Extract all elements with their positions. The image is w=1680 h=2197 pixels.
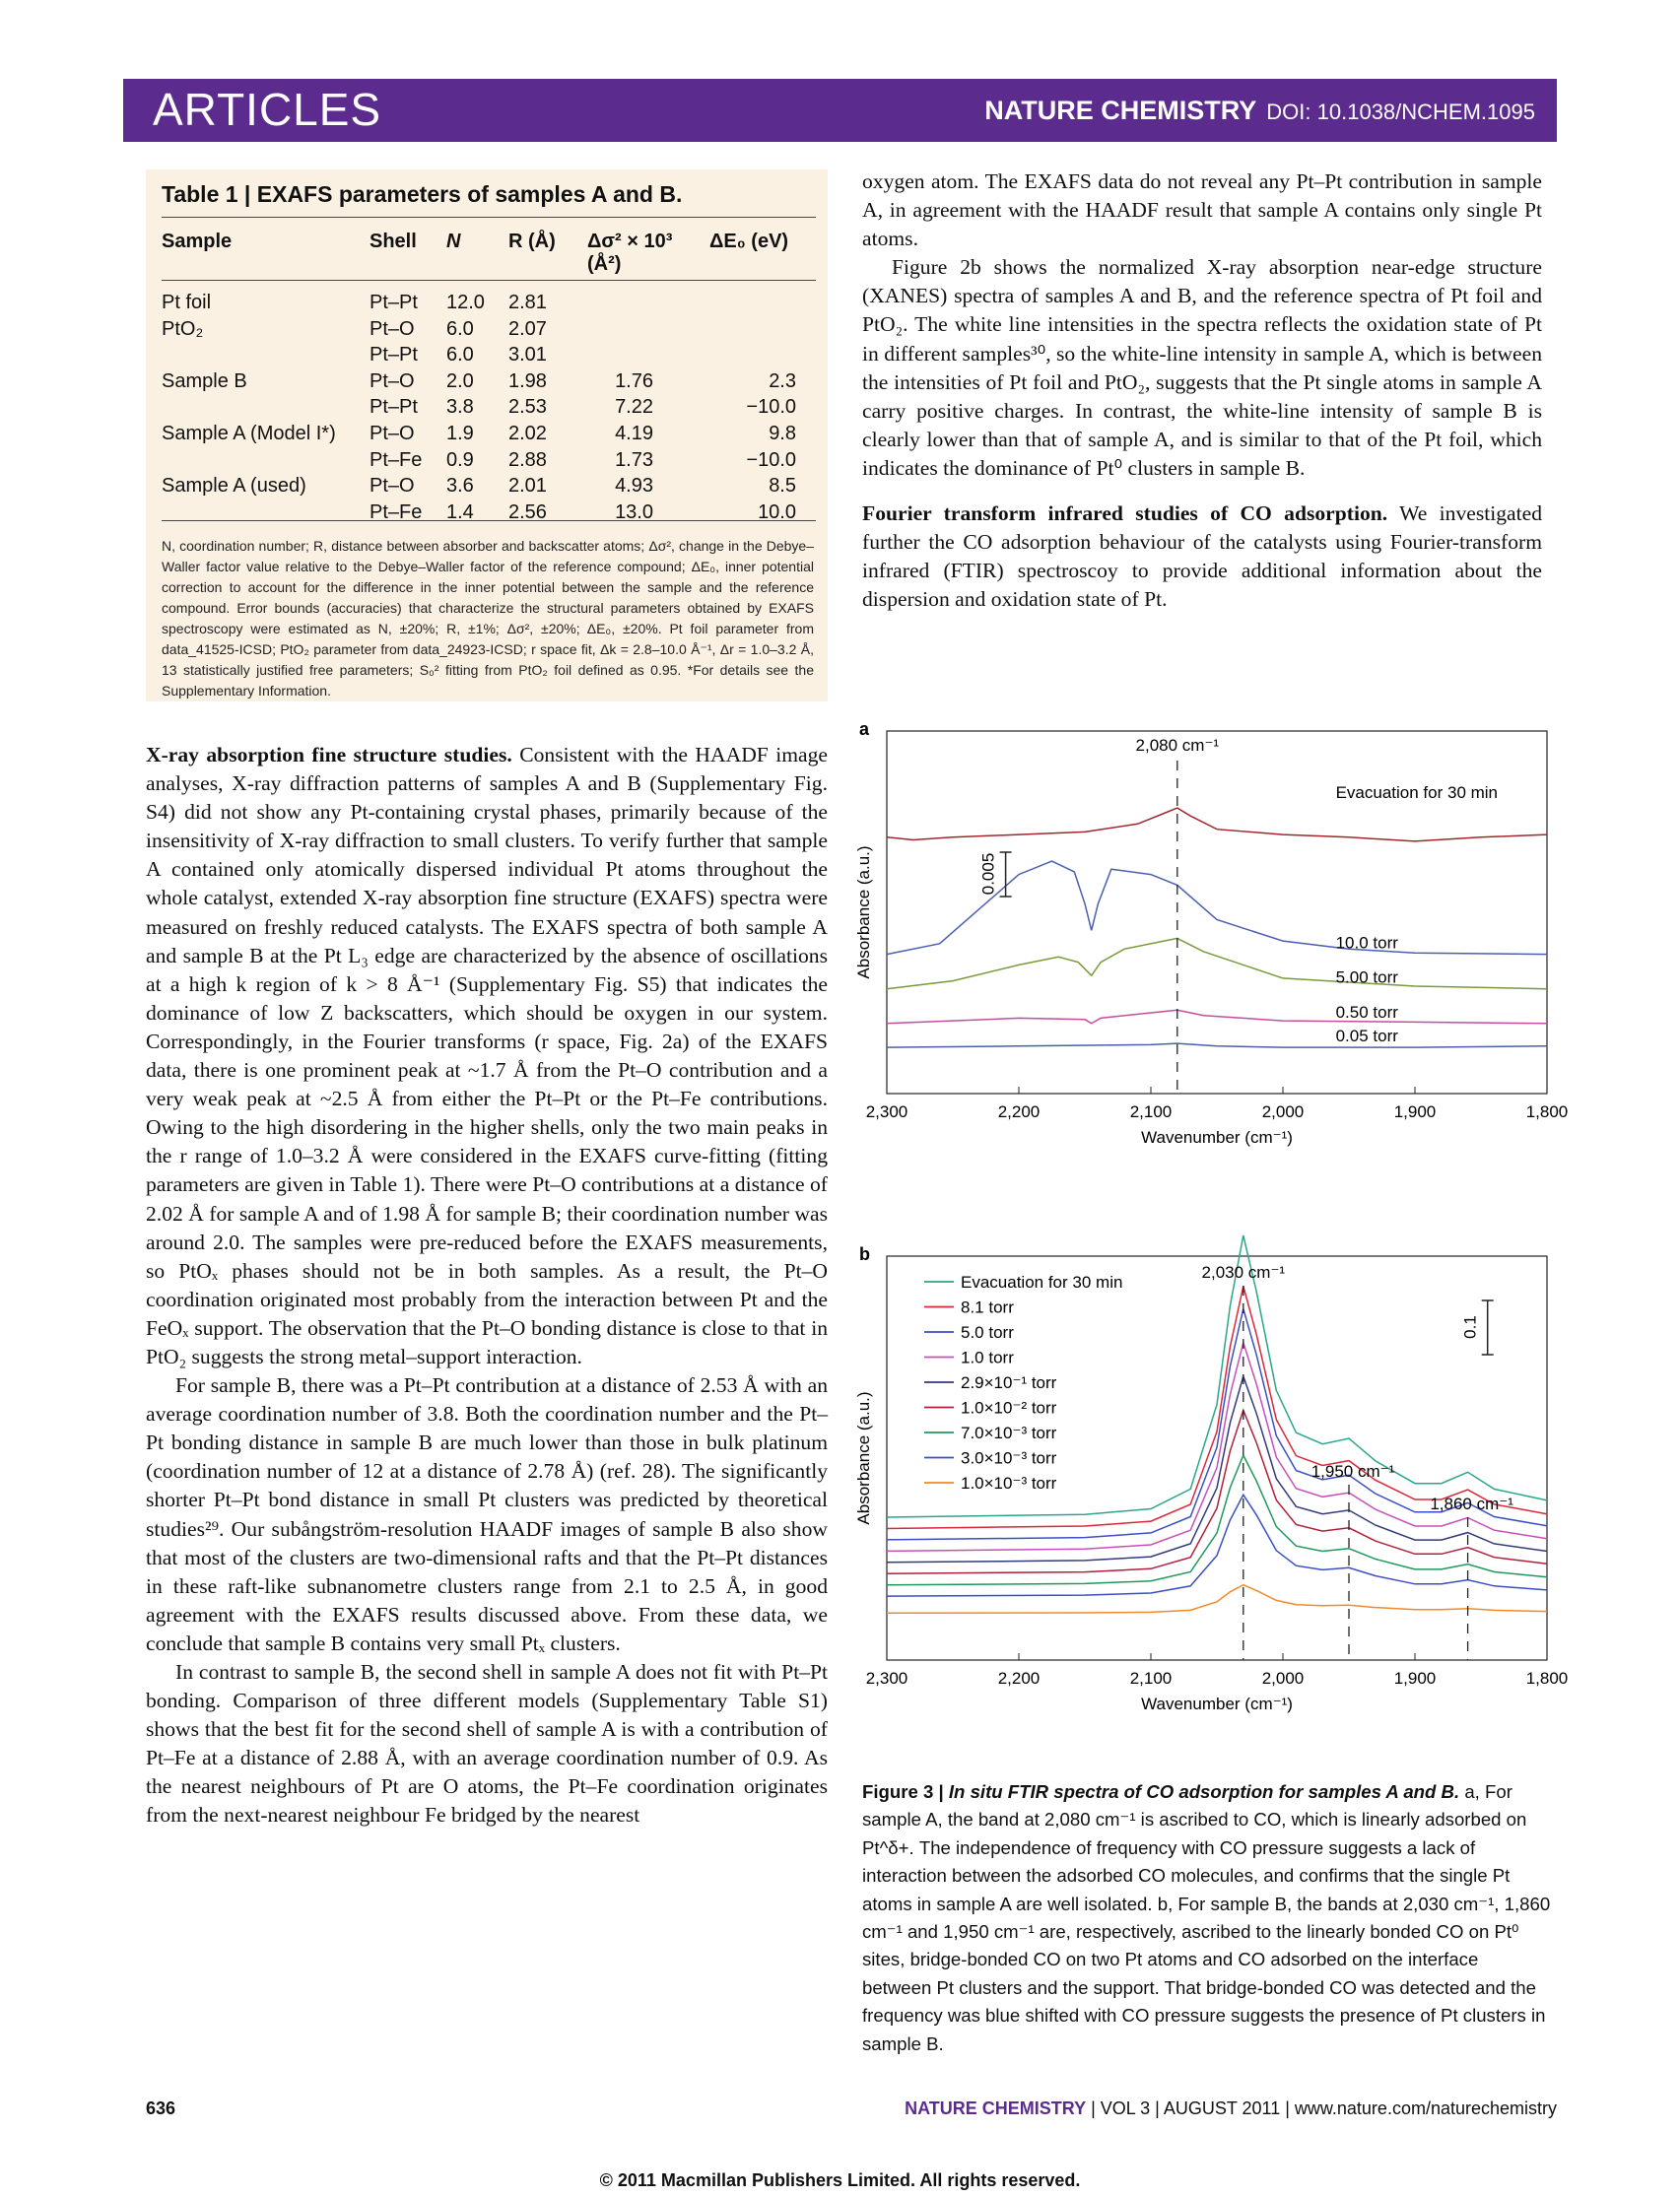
table-cell: Pt–Pt bbox=[370, 292, 418, 313]
table-cell: −10.0 bbox=[746, 448, 796, 471]
spectrum-line bbox=[887, 808, 1547, 841]
paragraph: Figure 2b shows the normalized X-ray absorption near-edge structure (XANES) spectra of samples A and B, and the reference spectra of Pt foil and PtO₂. The white line intensities in the spectra reflects the oxidation state of Pt in different samples³⁰, so the white-line intensity in sample A, which is between the intensities of Pt foil and PtO₂, suggests that the Pt single atoms in sample A carry positive charges. In contrast, the white-line intensity of sample B is clearly lower than that of sample A, and is similar to that of the Pt foil, which indicates the dominance of Pt⁰ clusters in sample B. bbox=[862, 255, 1542, 480]
table-cell: 8.5 bbox=[769, 475, 796, 498]
x-tick-label: 1,900 bbox=[1393, 1669, 1437, 1688]
spectrum-line bbox=[887, 1043, 1547, 1047]
page-footer bbox=[146, 2098, 1557, 2119]
table-cell: Pt–Fe bbox=[370, 448, 423, 471]
table-cell: PtO₂ bbox=[162, 317, 204, 340]
table-cell: −10.0 bbox=[746, 396, 796, 419]
table-cell: 2.07 bbox=[508, 317, 547, 340]
x-tick-label: 1,800 bbox=[1525, 1669, 1569, 1688]
section-heading: X-ray absorption fine structure studies. bbox=[146, 743, 512, 766]
section-label: ARTICLES bbox=[153, 84, 382, 135]
x-tick-label: 2,200 bbox=[997, 1102, 1041, 1121]
left-column bbox=[146, 741, 828, 1831]
series-label: 0.50 torr bbox=[1335, 1002, 1398, 1022]
peak-label: 1,860 cm⁻¹ bbox=[1430, 1495, 1513, 1513]
journal-title: NATURE CHEMISTRY bbox=[984, 96, 1257, 125]
table-cell: Sample A (Model I*) bbox=[162, 423, 336, 444]
table-row bbox=[146, 449, 828, 475]
series-label: 10.0 torr bbox=[1335, 933, 1398, 953]
table-row bbox=[146, 292, 828, 317]
spectrum-line bbox=[887, 1010, 1547, 1024]
peak-label: 1,950 cm⁻¹ bbox=[1310, 1462, 1395, 1481]
table-cell: 6.0 bbox=[446, 344, 474, 366]
caption-title: In situ FTIR spectra of CO adsorption for samples A and B. bbox=[948, 1781, 1460, 1802]
table-cell: Pt–O bbox=[370, 369, 415, 392]
spectrum-line bbox=[887, 938, 1547, 988]
right-column bbox=[862, 167, 1542, 614]
figure-3 bbox=[854, 719, 1569, 1713]
table-row bbox=[146, 475, 828, 500]
table-cell: 2.53 bbox=[508, 396, 547, 419]
table-cell: 2.88 bbox=[508, 448, 547, 471]
table-cell: 1.9 bbox=[446, 423, 474, 444]
table-cell: 2.3 bbox=[769, 369, 796, 392]
x-tick-label: 1,900 bbox=[1393, 1102, 1437, 1121]
table-title: Table 1 | EXAFS parameters of samples A and B. bbox=[162, 181, 683, 207]
table-cell: 13.0 bbox=[615, 500, 653, 523]
table-row bbox=[146, 501, 828, 527]
table-cell: 3.01 bbox=[508, 344, 547, 366]
table-footnote: N, coordination number; R, distance between absorber and backscatter atoms; Δσ², change in the Debye–Waller factor value relative to the Debye–Waller factor of the reference compound; ΔE₀, inner potential correction to account for the difference in the inner potential between the sample and the reference compound. Error bounds (accuracies) that characterize the structural parameters obtained by EXAFS spectroscopy were estimated as N, ±20%; R, ±1%; Δσ², ±20%; ΔE₀, ±20%. Pt foil parameter from data_41525-ICSD; PtO₂ parameter from data_24923-ICSD; r space fit, Δk = 2.8–10.0 Å⁻¹, Δr = 1.0–3.2 Å, 13 statistically justified free parameters; S₀² fitting from PtO₂ foil defined as 0.95. *For details see the Supplementary Information. bbox=[162, 538, 814, 699]
table-cell: Pt–O bbox=[370, 317, 415, 340]
x-tick-label: 2,000 bbox=[1261, 1669, 1305, 1688]
table-row bbox=[146, 423, 828, 448]
table-header: N bbox=[446, 231, 461, 252]
legend-label: 1.0×10⁻³ torr bbox=[961, 1474, 1057, 1493]
x-tick-label: 2,300 bbox=[865, 1669, 908, 1688]
table-cell: Sample B bbox=[162, 369, 247, 392]
table-cell: 1.76 bbox=[615, 369, 653, 392]
legend-label: 2.9×10⁻¹ torr bbox=[961, 1373, 1057, 1392]
legend-label: 7.0×10⁻³ torr bbox=[961, 1424, 1057, 1442]
caption-text-b: b, For sample B, the bands at 2,030 cm⁻¹, 1,860 cm⁻¹ and 1,950 cm⁻¹ are, respectively, ascribed to the linearly bonded CO on Pt⁰ sites, bridge-bonded CO on two Pt atoms and CO adsorbed on the interface between Pt clusters and the support. That bridge-bonded CO was detected and the frequency was blue shifted with CO pressure suggests the presence of Pt clusters in sample B. bbox=[862, 1893, 1551, 2054]
scale-bar-label: 0.1 bbox=[1460, 1315, 1480, 1339]
table-cell: 0.9 bbox=[446, 448, 474, 471]
header-banner bbox=[123, 79, 1557, 142]
table-cell: Pt–Pt bbox=[370, 344, 418, 366]
legend-label: 1.0 torr bbox=[961, 1348, 1014, 1367]
caption-text-a: a, For sample A, the band at 2,080 cm⁻¹ is ascribed to CO, which is linearly adsorbed on Pt^δ+. The independence of frequency with CO pressure suggests a lack of interaction between the adsorbed CO molecules, and confirms that the single Pt atoms in sample A are well isolated. bbox=[862, 1781, 1527, 1914]
table-row bbox=[146, 370, 828, 396]
caption-label: Figure 3 | bbox=[862, 1781, 944, 1802]
peak-label: 2,080 cm⁻¹ bbox=[1135, 736, 1220, 755]
table-row bbox=[146, 396, 828, 422]
x-tick-label: 2,100 bbox=[1129, 1669, 1173, 1688]
x-tick-label: 2,300 bbox=[865, 1102, 908, 1121]
table-cell: Pt foil bbox=[162, 292, 212, 313]
figure-caption bbox=[862, 1778, 1552, 2058]
legend-label: 5.0 torr bbox=[961, 1323, 1014, 1342]
legend-label: Evacuation for 30 min bbox=[961, 1273, 1123, 1292]
table-row bbox=[146, 344, 828, 369]
table-cell: 2.0 bbox=[446, 369, 474, 392]
x-axis-label: Wavenumber (cm⁻¹) bbox=[1141, 1128, 1293, 1147]
table-cell: Pt–Pt bbox=[370, 396, 418, 419]
table-cell: 4.19 bbox=[615, 423, 653, 444]
peak-label: 2,030 cm⁻¹ bbox=[1201, 1263, 1286, 1282]
paragraph: We investigated further the CO adsorption behaviour of the catalysts using Fourier-transform infrared (FTIR) spectroscoy to provide additional information about the dispersion and oxidation state of Pt. bbox=[862, 501, 1542, 612]
table-cell: 1.73 bbox=[615, 448, 653, 471]
table-cell: 2.81 bbox=[508, 292, 547, 313]
series-label: Evacuation for 30 min bbox=[1335, 783, 1499, 802]
y-axis-label: Absorbance (a.u.) bbox=[854, 845, 873, 979]
section-heading: Fourier transform infrared studies of CO adsorption. bbox=[862, 501, 1388, 526]
scale-bar-label: 0.005 bbox=[978, 852, 998, 896]
x-tick-label: 1,800 bbox=[1525, 1102, 1569, 1121]
footer-info: | VOL 3 | AUGUST 2011 | www.nature.com/naturechemistry bbox=[1091, 2098, 1557, 2118]
y-axis-label: Absorbance (a.u.) bbox=[854, 1391, 873, 1525]
table-cell: Pt–O bbox=[370, 423, 415, 444]
series-label: 5.00 torr bbox=[1335, 967, 1398, 987]
paragraph: Consistent with the HAADF image analyses, X-ray diffraction patterns of samples A and B (Supplementary Fig. S4) did not show any Pt-containing crystal phases, primarily because of the insensitivity of X-ray diffraction to small clusters. To verify further that sample A contained only atomically dispersed individual Pt atoms throughout the whole catalyst, extended X-ray absorption fine structure (EXAFS) spectra were measured on freshly reduced catalysts. The EXAFS spectra of both sample A and sample B at the Pt L₃ edge are characterized by the absence of oscillations at a high k region of k > 8 Å⁻¹ (Supplementary Fig. S5) that indicates the dominance of low Z backscatters, which should be oxygen in our system. Correspondingly, in the Fourier transforms (r space, Fig. 2a) of the EXAFS data, there is one prominent peak at ~1.7 Å from the Pt–O contribution and a very weak peak at ~2.5 Å from either the Pt–Pt or the Pt–Fe contributions. Owing to the high disordering in the higher shells, only the two main peaks in the r range of 1.0–3.2 Å were considered in the EXAFS curve-fitting (fitting parameters are given in Table 1). There were Pt–O contributions at a distance of 2.02 Å for sample A and of 1.98 Å for sample B; their coordination number was around 2.0. The samples were pre-reduced before the EXAFS measurements, so PtOₓ phases should not be in both samples. As a result, the Pt–O coordination originated most probably from the interaction between Pt and the FeOₓ support. The observation that the Pt–O bonding distance is close to that in PtO₂ suggests the strong metal–support interaction. bbox=[146, 743, 828, 1368]
legend-label: 8.1 torr bbox=[961, 1298, 1014, 1317]
x-axis-label: Wavenumber (cm⁻¹) bbox=[1141, 1695, 1293, 1713]
paragraph: oxygen atom. The EXAFS data do not reveal any Pt–Pt contribution in sample A, in agreement with the HAADF result that sample A contains only single Pt atoms. bbox=[862, 169, 1542, 251]
spectrum-line bbox=[887, 1585, 1547, 1614]
table-cell: 1.98 bbox=[508, 369, 547, 392]
paragraph: For sample B, there was a Pt–Pt contribution at a distance of 2.53 Å with an average coordination number of 3.8. Both the coordination number and the Pt–Pt bonding distance in sample B are much lower than those in bulk platinum (coordination number of 12 at a distance of 2.78 Å) (ref. 28). The significantly shorter Pt–Pt bond distance in small Pt clusters was predicted by theoretical studies²⁹. Our subångström-resolution HAADF images of sample B also show that most of the clusters are two-dimensional rafts and that the Pt–Pt distances in these raft-like subnanometre clusters range from 2.1 to 2.5 Å, in good agreement with the EXAFS results discussed above. From these data, we conclude that sample B contains very small Ptₓ clusters. bbox=[146, 1373, 828, 1655]
paragraph: In contrast to sample B, the second shell in sample A does not fit with Pt–Pt bonding. Comparison of three different models (Supplementary Table S1) shows that the best fit for the second shell of sample A is with a contribution of Pt–Fe at a distance of 2.88 Å, with an average coordination number of 0.9. As the nearest neighbours of Pt are O atoms, the Pt–Fe coordination originates from the next-nearest neighbour Fe bridged by the nearest bbox=[146, 1660, 828, 1828]
table-cell: 3.8 bbox=[446, 396, 474, 419]
table-header: Shell bbox=[370, 231, 417, 252]
table-cell: Sample A (used) bbox=[162, 475, 306, 498]
table-header: Sample bbox=[162, 231, 233, 252]
page-number: 636 bbox=[146, 2098, 176, 2118]
x-tick-label: 2,200 bbox=[997, 1669, 1041, 1688]
table-cell: 6.0 bbox=[446, 317, 474, 340]
footer-journal: NATURE CHEMISTRY bbox=[905, 2098, 1087, 2118]
series-label: 0.05 torr bbox=[1335, 1027, 1398, 1046]
x-tick-label: 2,000 bbox=[1261, 1102, 1305, 1121]
table-cell: 3.6 bbox=[446, 475, 474, 498]
table-cell: 10.0 bbox=[758, 500, 796, 523]
table-cell: 12.0 bbox=[446, 292, 485, 313]
table-cell: 2.02 bbox=[508, 423, 547, 444]
table-cell: Pt–Fe bbox=[370, 500, 423, 523]
table-cell: 4.93 bbox=[615, 475, 653, 498]
table-cell: 7.22 bbox=[615, 396, 653, 419]
table-cell: 1.4 bbox=[446, 500, 474, 523]
table-header: ΔE₀ (eV) bbox=[709, 231, 789, 252]
legend-label: 1.0×10⁻² torr bbox=[961, 1398, 1057, 1418]
doi: DOI: 10.1038/NCHEM.1095 bbox=[1266, 100, 1535, 124]
journal-name bbox=[984, 96, 1535, 126]
panel-label: a bbox=[859, 719, 870, 739]
x-tick-label: 2,100 bbox=[1129, 1102, 1173, 1121]
copyright: © 2011 Macmillan Publishers Limited. All rights reserved. bbox=[599, 2170, 1081, 2190]
table-cell: 9.8 bbox=[769, 423, 796, 444]
panel-label: b bbox=[859, 1244, 870, 1264]
table-cell: 2.01 bbox=[508, 475, 547, 498]
table-header: Δσ² × 10³ (Å²) bbox=[587, 231, 673, 275]
legend-label: 3.0×10⁻³ torr bbox=[961, 1448, 1057, 1468]
table-cell: Pt–O bbox=[370, 475, 415, 498]
table-row bbox=[146, 318, 828, 344]
table-1 bbox=[146, 169, 828, 701]
table-cell: 2.56 bbox=[508, 500, 547, 523]
table-header: R (Å) bbox=[508, 231, 556, 252]
